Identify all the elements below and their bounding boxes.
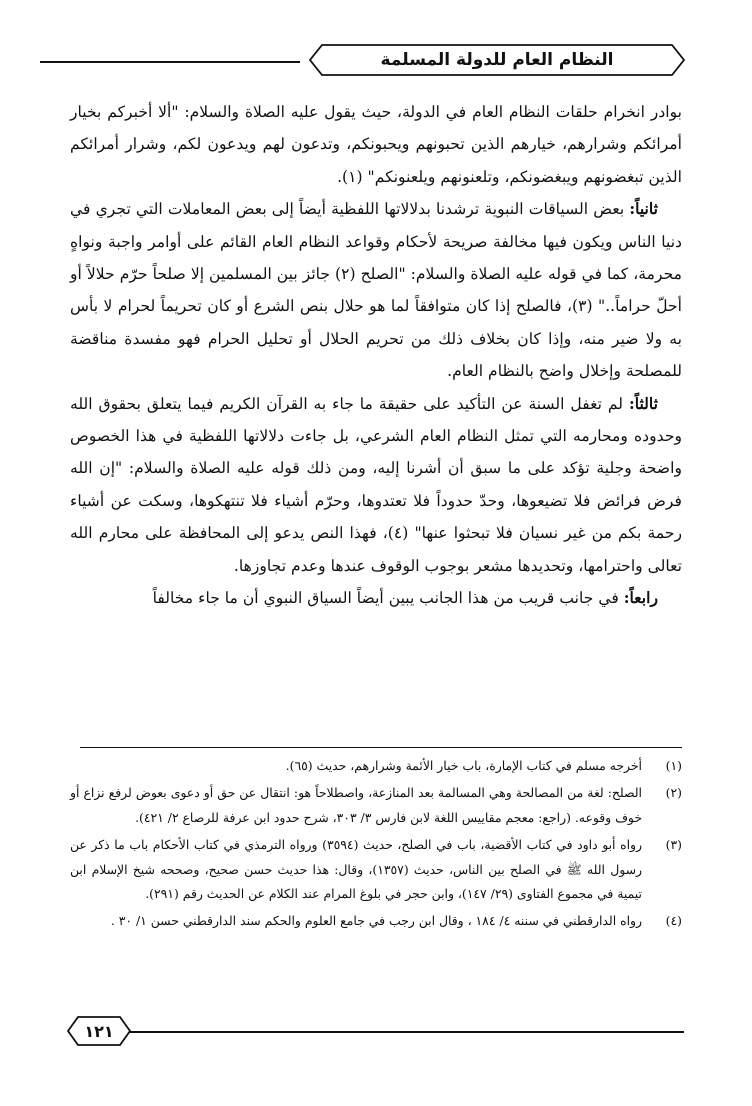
footnote	[70, 909, 682, 933]
paragraph-2-text: بعض السياقات النبوية ترشدنا بدلالاتها اللفظية أيضاً إلى بعض المعاملات التي تجري في دنيا الناس ويكون فيها مخالفة صريحة لأحكام وقواعد النظام العام القائم على أوامر واجبة ونواهٍ محرمة، كما في قوله عليه الصلاة والسلام: "الصلح (٢) جائز بين المسلمين إلا صلحاً حرّم حلالاً أو أحلّ حراماً.." (٣)، فالصلح إذا كان متوافقاً لما هو حلال بنص الشرع أو كان تحريماً لحرام لا بأس به ولا ضير منه، وإذا كان بخلاف ذلك من تحريم الحلال أو تحليل الحرام فهو مفسدة مناقضة للمصلحة وإخلال واضح بالنظام العام.	[70, 200, 683, 381]
footnote	[70, 833, 682, 906]
footnote-number: (٢)	[665, 785, 682, 801]
footnotes	[70, 754, 682, 937]
paragraph-1: بوادر انخرام حلقات النظام العام في الدولة، حيث يقول عليه الصلاة والسلام: "ألا أخبركم بخيار أمرائكم وشرارهم، خيارهم الذين تحبونهم ويحبونكم، وتدعون لهم ويدعون لكم، وشرار أمرائكم الذين تبغضونهم ويبغضونكم، وتلعنونهم ويلعنونكم" (١).	[70, 103, 682, 186]
book-title: النظام العام للدولة المسلمة	[380, 50, 614, 70]
footnote	[70, 754, 682, 778]
paragraph-2	[70, 193, 682, 387]
paragraph-3-lead: ثالثاً:	[628, 393, 658, 413]
footnote-text: رواه أبو داود في كتاب الأقضية، باب في الصلح، حديث (٣٥٩٤) ورواه الترمذي في كتاب الأحكام باب ما ذكر عن رسول الله ﷺ في الصلح بين الناس، حديث (١٣٥٧)، وقال: هذا حديث حسن صحيح، وصححه شيخ الإسلام ابن تيمية في مجموع الفتاوى (٢٩/ ١٤٧)، وابن حجر في بلوغ المرام عند الكلام عن الحديث رقم (٢٩١).	[70, 837, 642, 902]
running-header	[308, 43, 686, 77]
paragraph-4-lead: رابعاً:	[623, 588, 658, 608]
footnote-number: (٣)	[665, 837, 682, 853]
footnote-text: الصلح: لغة من المصالحة وهي المسالمة بعد المنازعة، واصطلاحاً هو: انتقال عن حق أو دعوى بعوض لرفع نزاع أو خوف وقوعه. (راجع: معجم مقاييس اللغة لابن فارس ٣/ ٣٠٣، شرح حدود ابن عرفة للرصاع ٢/ ٤٢١).	[70, 785, 642, 825]
footnote	[70, 781, 682, 830]
footnote-separator	[80, 747, 682, 748]
footnote-number: (٤)	[665, 913, 682, 929]
footnote-text: أخرجه مسلم في كتاب الإمارة، باب خيار الأئمة وشرارهم، حديث (٦٥).	[285, 758, 642, 773]
paragraph-4	[70, 582, 682, 614]
paragraph-3	[70, 388, 682, 582]
main-text	[70, 96, 682, 615]
paragraph-2-lead: ثانياً:	[629, 199, 658, 219]
footer-rule	[128, 1031, 684, 1033]
paragraph-3-text: لم تغفل السنة عن التأكيد على حقيقة ما جاء به القرآن الكريم فيما يتعلق بحقوق الله وحدوده ومحارمه التي تمثل النظام العام الشرعي، بل جاءت دلالاتها اللفظية في هذا الخصوص واضحة وجلية تؤكد على ما سبق أن أشرنا إليه، ومن ذلك قوله عليه الصلاة والسلام: "إن الله فرض فرائض فلا تضيعوها، وحدّ حدوداً فلا تعتدوها، وحرّم أشياء فلا تنتهكوها، وسكت عن أشياء رحمة بكم من غير نسيان فلا تبحثوا عنها" (٤)، فهذا النص يدعو إلى المحافظة على محارم الله تعالى واحترامها، وتحديدها مشعر بوجوب الوقوف عندها وعدم تجاوزها.	[70, 394, 682, 575]
paragraph-4-text: في جانب قريب من هذا الجانب يبين أيضاً السياق النبوي أن ما جاء مخالفاً	[152, 589, 624, 608]
footnote-number: (١)	[665, 758, 682, 773]
page-number-badge	[66, 1015, 132, 1047]
header-rule	[40, 61, 300, 63]
page-number: ١٢١	[84, 1021, 114, 1041]
footnote-text: رواه الدارقطني في سننه ٤/ ١٨٤ ، وقال ابن رجب في جامع العلوم والحكم سند الدارقطني حسن ١/ ٣٠ .	[110, 913, 642, 929]
